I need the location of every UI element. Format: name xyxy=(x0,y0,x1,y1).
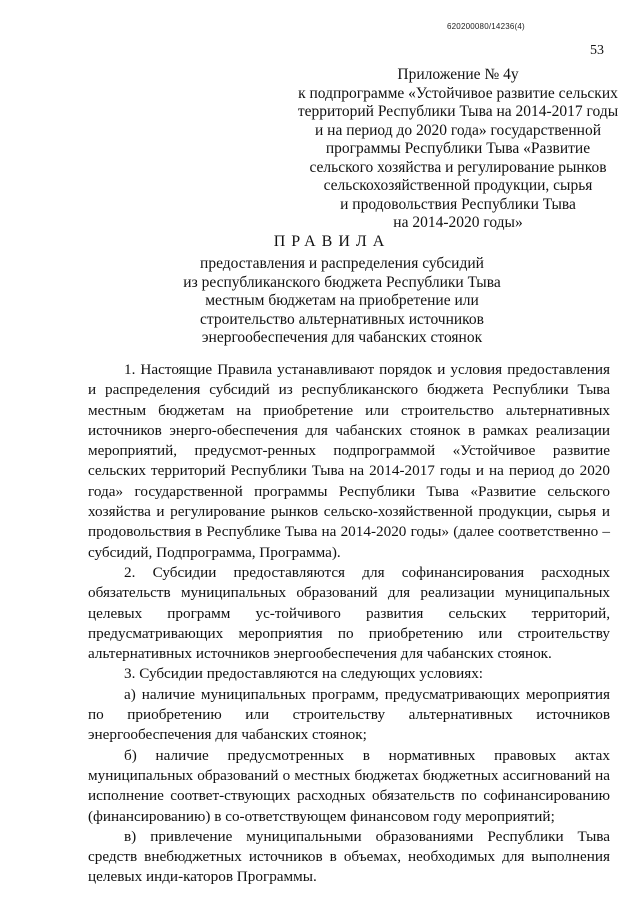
document-code: 620200080/14236(4) xyxy=(447,22,525,31)
page-number: 53 xyxy=(590,43,604,58)
appendix-line: программы Республики Тыва «Развитие xyxy=(325,140,591,157)
appendix-reference xyxy=(290,66,626,233)
appendix-line: сельскохозяйственной продукции, сырья xyxy=(323,177,593,194)
appendix-line: Приложение № 4у xyxy=(397,66,519,83)
subtitle-line: энергообеспечения для чабанских стоянок xyxy=(201,329,483,346)
paragraph-3c: в) привлечение муниципальными образованиями Республики Тыва средств внебюджетных источников в объемах, необходимых для выполнения целевых инди-каторов Программы. xyxy=(88,827,610,886)
appendix-line: территорий Республики Тыва на 2014-2017 годы xyxy=(297,103,619,120)
paragraph-3b: б) наличие предусмотренных в нормативных правовых актах муниципальных образований о местных бюджетах бюджетных ассигнований на исполнение соответ-ствующих расходных обязательств по софинансированию (финансированию) в со-ответствующем финансовом году мероприятий; xyxy=(88,746,610,825)
appendix-line: сельского хозяйства и регулирование рынков xyxy=(309,158,607,176)
subtitle-line: местным бюджетам на приобретение или xyxy=(205,292,479,309)
appendix-line: к подпрограмме «Устойчивое развитие сельских xyxy=(298,84,618,102)
appendix-line: и на период до 2020 года» государственной xyxy=(314,121,602,139)
paragraph-2: 2. Субсидии предоставляются для софинансирования расходных обязательств муниципальных образований для реализации муниципальных целевых программ ус-тойчивого развития сельских территорий, предусматривающих мероприятия по приобретению или строительству альтернативных источников энергообеспечения для чабанских стоянок. xyxy=(88,563,610,663)
subtitle-line: строительство альтернативных источников xyxy=(199,310,484,328)
document-heading: ПРАВИЛА xyxy=(273,233,391,250)
paragraph-1: 1. Настоящие Правила устанавливают порядок и условия предоставления и распределения субсидий из республиканского бюджета Республики Тыва местным бюджетам на приобретение или строительство альтернативных источников энерго-обеспечения для чабанских стоянок в рамках реализации мероприятий, предусмот-ренных подпрограммой «Устойчивое развитие сельских территорий Республики Тыва на 2014-2017 годы и на период до 2020 года» государственной программы Республики Тыва «Развитие сельского хозяйства и регулирование рынков сельско-хозяйственной продукции, сырья и продовольствия в Республике Тыва на 2014-2020 годы» (далее соответственно – субсидий, Подпрограмма, Программа). xyxy=(88,361,610,561)
appendix-line: и продовольствия Республики Тыва xyxy=(340,195,576,213)
document-subtitle xyxy=(150,255,534,348)
document-body xyxy=(88,360,610,888)
paragraph-3: 3. Субсидии предоставляются на следующих условиях: xyxy=(124,665,484,683)
appendix-line: на 2014-2020 годы» xyxy=(393,214,523,231)
paragraph-3a: а) наличие муниципальных программ, предусматривающих мероприятия по приобретению или строительству альтернативных источников энергообеспечения для чабанских стоянок; xyxy=(88,685,610,744)
subtitle-line: предоставления и распределения субсидий xyxy=(200,255,484,272)
subtitle-line: из республиканского бюджета Республики Тыва xyxy=(183,273,501,291)
